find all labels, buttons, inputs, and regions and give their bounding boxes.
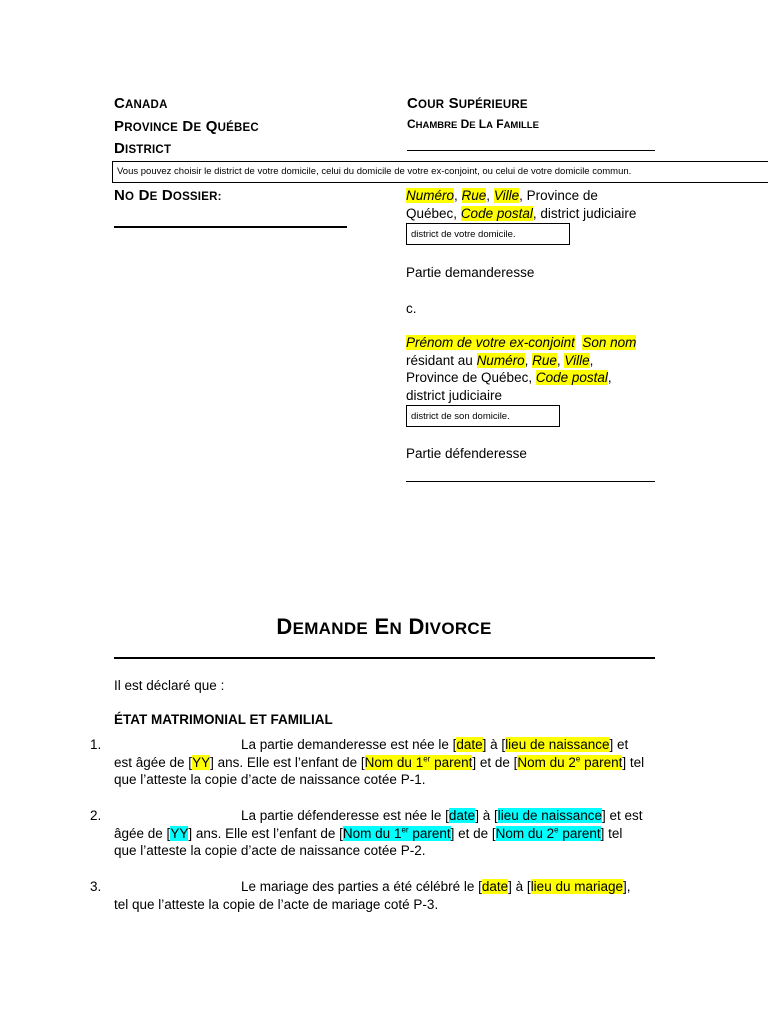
plaintiff-district-note: district de votre domicile. bbox=[406, 223, 570, 245]
paragraph-3: Le mariage des parties a été célébré le [date] à [lieu du mariage], tel que l’atteste la copie de l’acte de mariage coté P-3. bbox=[114, 879, 631, 912]
plaintiff-address: Numéro, Rue, Ville, Province de Québec, Code postal, district judiciaire bbox=[406, 188, 637, 221]
header-canada: CANADA bbox=[114, 95, 168, 112]
section-heading: ÉTAT MATRIMONIAL ET FAMILIAL bbox=[114, 712, 333, 727]
header-chambre: CHAMBRE DE LA FAMILLE bbox=[407, 117, 539, 131]
paragraph-1-number: 1. bbox=[90, 737, 102, 752]
header-province: PROVINCE DE QUÉBEC bbox=[114, 118, 259, 135]
declared-text: Il est déclaré que : bbox=[114, 678, 225, 693]
defendant-address: Prénom de votre ex-conjoint Son nom résidant au Numéro, Rue, Ville, Province de Québec, Code postal, district judiciaire bbox=[406, 335, 637, 403]
versus: c. bbox=[406, 301, 417, 316]
document-title: DEMANDE EN DIVORCE bbox=[276, 614, 492, 639]
defendant-role: Partie défenderesse bbox=[406, 446, 527, 461]
header-district: DISTRICT bbox=[114, 140, 172, 157]
header-right-rule bbox=[407, 150, 655, 151]
defendant-rule bbox=[406, 481, 655, 482]
title-rule bbox=[114, 657, 655, 659]
paragraph-2: La partie défenderesse est née le [date] à [lieu de naissance] et est âgée de [YY] ans. Elle est l’enfant de [Nom du 1er parent] et de [Nom du 2e parent] tel que l’atteste la copie d’acte de naissance cotée P-2. bbox=[114, 808, 643, 858]
paragraph-1: La partie demanderesse est née le [date] à [lieu de naissance] et est âgée de [YY] ans. Elle est l’enfant de [Nom du 1er parent] et de [Nom du 2e parent] tel que l’atteste la copie d’acte de naissance cotée P-1. bbox=[114, 737, 645, 787]
district-note: Vous pouvez choisir le district de votre domicile, celui du domicile de votre ex-conjoint, ou celui de votre domicile commun. bbox=[112, 161, 768, 183]
dossier-rule bbox=[114, 226, 347, 228]
header-cour: COUR SUPÉRIEURE bbox=[407, 95, 528, 112]
defendant-district-note: district de son domicile. bbox=[406, 405, 560, 427]
paragraph-3-number: 3. bbox=[90, 879, 102, 894]
plaintiff-role: Partie demanderesse bbox=[406, 265, 535, 280]
dossier-label: NO DE DOSSIER: bbox=[114, 187, 222, 204]
paragraph-2-number: 2. bbox=[90, 808, 102, 823]
